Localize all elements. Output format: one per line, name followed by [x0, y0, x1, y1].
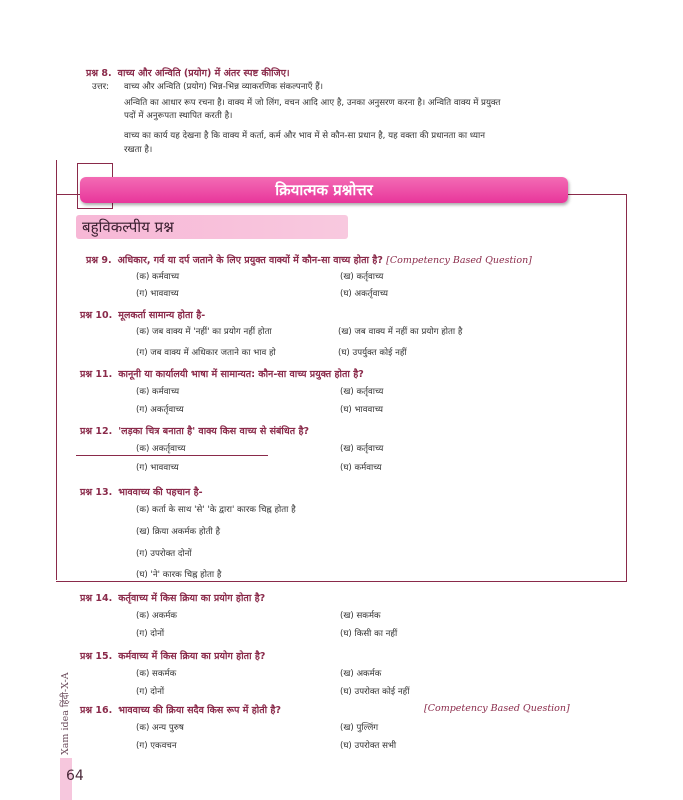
option-b: (ख) कर्तृवाच्य [340, 272, 384, 282]
option-d: (घ) 'ने' कारक चिह्न होता है [136, 570, 222, 580]
option-a: (क) अकर्तृवाच्य [136, 444, 186, 454]
question-13: प्रश्न 13. भाववाच्य की पहचान है- [80, 487, 203, 498]
question-9: प्रश्न 9. अधिकार, गर्व या दर्प जताने के लिए प्रयुक्त वाक्यों में कौन-सा वाच्य होता है? [Competency Based Question] [86, 255, 532, 266]
page-number: 64 [66, 768, 84, 784]
option-c: (ग) दोनों [136, 629, 165, 639]
section-banner: क्रियात्मक प्रश्नोत्तर [80, 177, 568, 203]
option-b: (ख) सकर्मक [340, 611, 381, 621]
question-8: प्रश्न 8. वाच्य और अन्विति (प्रयोग) में अंतर स्पष्ट कीजिए। [86, 68, 290, 79]
competency-tag: [Competency Based Question] [424, 703, 570, 714]
section-subheading: बहुविकल्पीय प्रश्न [76, 215, 348, 239]
answer-line: वाच्य का कार्य यह देखना है कि वाक्य में कर्ता, कर्म और भाव में से कौन-सा प्रधान है, यह वक्ता की प्रधानता का ध्यान [124, 131, 486, 141]
option-d: (घ) अकर्तृवाच्य [340, 289, 388, 299]
option-c: (ग) उपरोक्त दोनों [136, 549, 192, 559]
option-c: (ग) अकर्तृवाच्य [136, 405, 184, 415]
option-a: (क) कर्ता के साथ 'से' 'के द्वारा' कारक चिह्न होता है [136, 505, 296, 515]
question-12: प्रश्न 12. 'लड़का चित्र बनाता है' वाक्य किस वाच्य से संबंधित है? [80, 426, 310, 437]
answer-label: उत्तर: [92, 82, 110, 92]
option-c: (ग) जब वाक्य में अधिकार जताने का भाव हो [136, 348, 276, 358]
option-d: (घ) उपर्युक्त कोई नहीं [338, 348, 407, 358]
option-b: (ख) अकर्मक [340, 669, 382, 679]
option-b: (ख) कर्तृवाच्य [340, 444, 384, 454]
option-d: (घ) उपरोक्त कोई नहीं [340, 687, 410, 697]
option-a: (क) कर्मवाच्य [136, 272, 180, 282]
answer-line: वाच्य और अन्विति (प्रयोग) भिन्न-भिन्न व्याकरणिक संकल्पनाएँ हैं। [124, 82, 324, 92]
answer-line: अन्विति का आधार रूप रचना है। वाक्य में जो लिंग, वचन आदि आए है, उनका अनुसरण करना है। अन्विति वाक्य में प्रयुक्त [124, 98, 501, 108]
underline-q12 [76, 455, 268, 456]
option-c: (ग) भाववाच्य [136, 463, 179, 473]
option-a: (क) सकर्मक [136, 669, 177, 679]
option-b: (ख) जब वाक्य में नहीं का प्रयोग होता है [338, 327, 463, 337]
option-c: (ग) दोनों [136, 687, 165, 697]
question-16: प्रश्न 16. भाववाच्य की क्रिया सदैव किस रूप में होती है? [80, 705, 281, 716]
option-d: (घ) भाववाच्य [340, 405, 383, 415]
side-book-title: Xam idea हिंदी-X-A [60, 672, 71, 755]
question-10: प्रश्न 10. मूलकर्ता सामान्य होता है- [80, 310, 206, 321]
option-b: (ख) क्रिया अकर्मक होती है [136, 527, 221, 537]
option-d: (घ) कर्मवाच्य [340, 463, 382, 473]
option-a: (क) अकर्मक [136, 611, 177, 621]
question-14: प्रश्न 14. कर्तृवाच्य में किस क्रिया का प्रयोग होता है? [80, 593, 266, 604]
option-d: (घ) उपरोक्त सभी [340, 741, 397, 751]
option-b: (ख) कर्तृवाच्य [340, 387, 384, 397]
option-c: (ग) एकवचन [136, 741, 177, 751]
option-a: (क) जब वाक्य में 'नहीं' का प्रयोग नहीं होता [136, 327, 272, 337]
answer-line: रखता है। [124, 145, 153, 155]
option-c: (ग) भाववाच्य [136, 289, 179, 299]
option-d: (घ) किसी का नहीं [340, 629, 398, 639]
option-a: (क) अन्य पुरुष [136, 723, 184, 733]
option-a: (क) कर्मवाच्य [136, 387, 180, 397]
option-b: (ख) पुल्लिंग [340, 723, 379, 733]
question-15: प्रश्न 15. कर्मवाच्य में किस क्रिया का प्रयोग होता है? [80, 651, 266, 662]
question-11: प्रश्न 11. कानूनी या कार्यालयी भाषा में सामान्यत: कौन-सा वाच्य प्रयुक्त होता है? [80, 369, 364, 380]
answer-line: पदों में अनुरूपता स्थापित करती है। [124, 111, 233, 121]
